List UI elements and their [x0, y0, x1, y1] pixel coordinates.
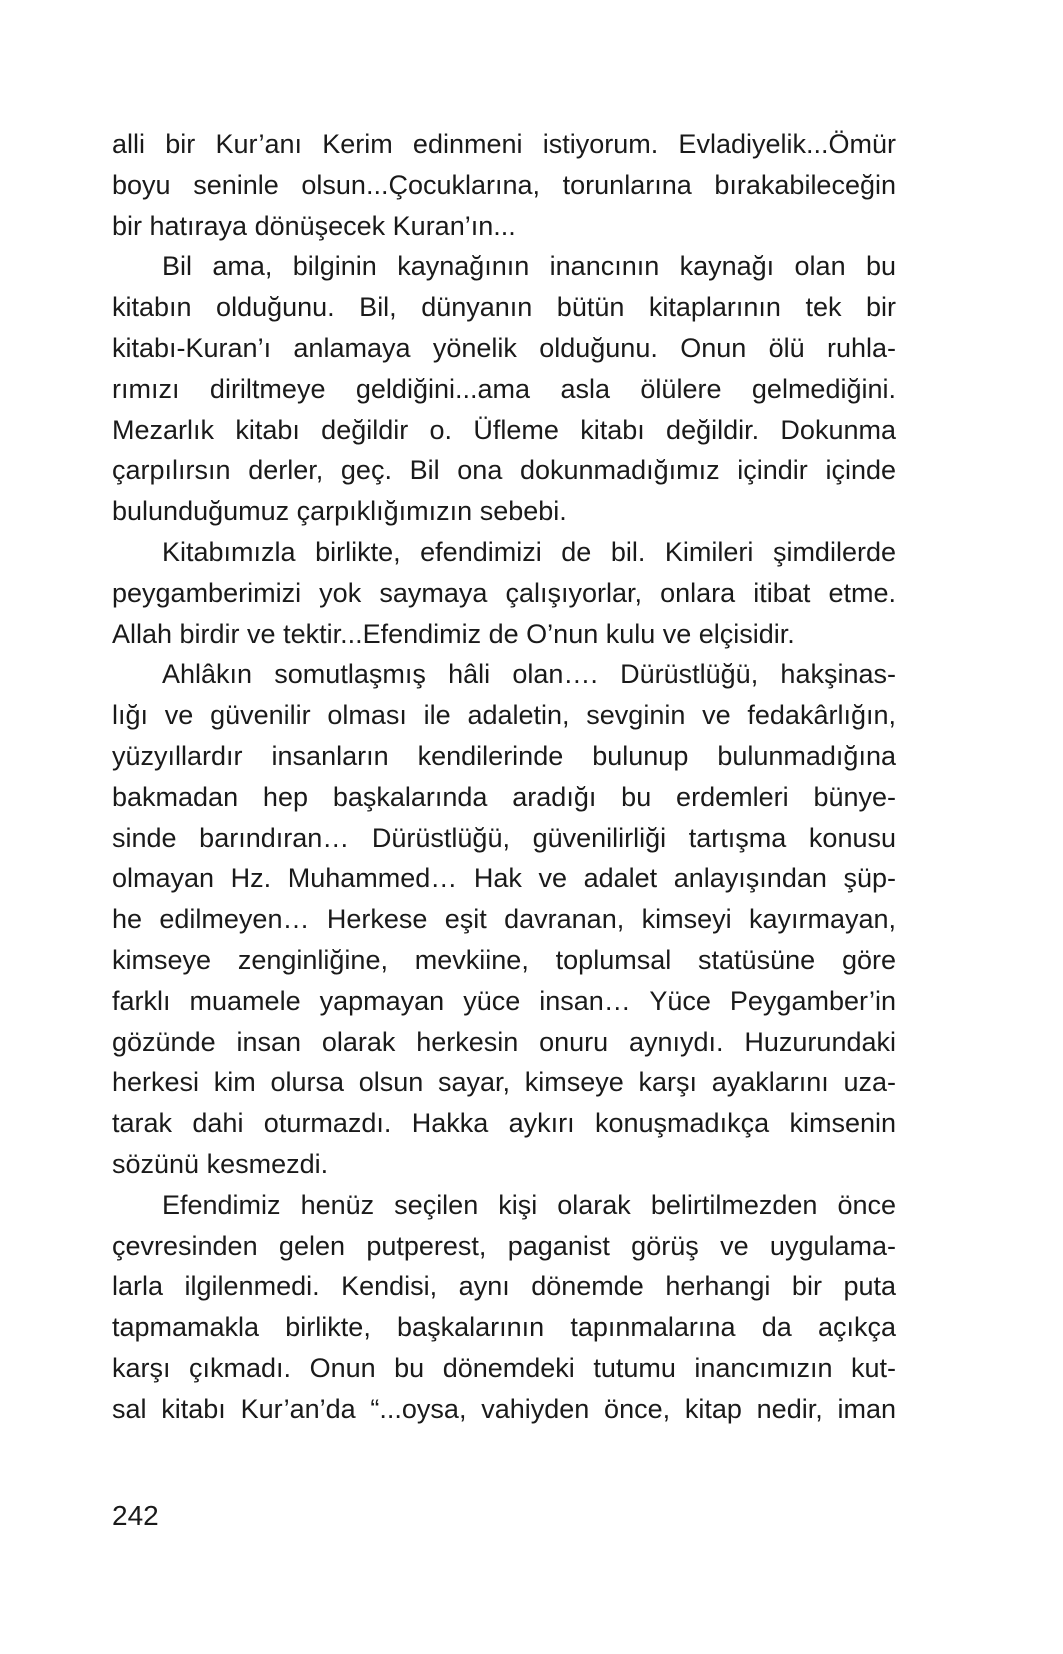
text-line: Bil ama, bilginin kaynağının inancının kaynağı olan bu	[162, 251, 896, 282]
text-line: bakmadan hep başkalarında aradığı bu erdemleri bünye-	[112, 781, 896, 812]
paragraph	[112, 124, 896, 246]
text-line: bulunduğumuz çarpıklığımızın sebebi.	[112, 496, 567, 527]
text-line: çarpılırsın derler, geç. Bil ona dokunmadığımız içindir içinde	[112, 455, 896, 486]
text-line: rımızı diriltmeye geldiğini...ama asla ölülere gelmediğini.	[112, 373, 896, 404]
text-line: yüzyıllardır insanların kendilerinde bulunup bulunmadığına	[112, 740, 896, 771]
text-line: kitabı-Kuran’ı anlamaya yönelik olduğunu. Onun ölü ruhla-	[112, 332, 896, 363]
text-line: sinde barındıran… Dürüstlüğü, güvenilirliği tartışma konusu	[112, 822, 896, 853]
text-line: sözünü kesmezdi.	[112, 1148, 329, 1179]
text-line: peygamberimizi yok saymaya çalışıyorlar, onlara itibat etme.	[112, 577, 896, 608]
text-line: Ahlâkın somutlaşmış hâli olan…. Dürüstlüğü, hakşinas-	[162, 659, 896, 690]
text-line: he edilmeyen… Herkese eşit davranan, kimseyi kayırmayan,	[112, 904, 896, 935]
text-line: tapmamakla birlikte, başkalarının tapınmalarına da açıkça	[112, 1312, 896, 1343]
text-line: tarak dahi oturmazdı. Hakka aykırı konuşmadıkça kimsenin	[112, 1108, 896, 1139]
text-line: boyu seninle olsun...Çocuklarına, torunlarına bırakabileceğin	[112, 169, 896, 200]
text-line: Allah birdir ve tektir...Efendimiz de O’nun kulu ve elçisidir.	[112, 618, 795, 649]
text-line: alli bir Kur’anı Kerim edinmeni istiyorum. Evladiyelik...Ömür	[112, 129, 896, 159]
paragraph	[112, 246, 896, 532]
text-line: herkesi kim olursa olsun sayar, kimseye karşı ayaklarını uza-	[112, 1067, 896, 1098]
paragraph	[112, 532, 896, 654]
text-line: gözünde insan olarak herkesin onuru aynıydı. Huzurundaki	[112, 1026, 896, 1057]
page-number: 242	[112, 1500, 159, 1531]
text-line: larla ilgilenmedi. Kendisi, aynı dönemde herhangi bir puta	[112, 1271, 896, 1302]
text-line: farklı muamele yapmayan yüce insan… Yüce Peygamber’in	[112, 985, 896, 1016]
text-line: karşı çıkmadı. Onun bu dönemdeki tutumu inancımızın kut-	[112, 1352, 896, 1383]
text-line: olmayan Hz. Muhammed… Hak ve adalet anlayışından şüp-	[112, 863, 896, 894]
text-line: sal kitabı Kur’an’da “...oysa, vahiyden önce, kitap nedir, iman	[112, 1393, 896, 1424]
text-line: bir hatıraya dönüşecek Kuran’ın...	[112, 210, 516, 241]
text-line: kimseye zenginliğine, mevkiine, toplumsal statüsüne göre	[112, 944, 896, 975]
text-line: çevresinden gelen putperest, paganist görüş ve uygulama-	[112, 1230, 896, 1261]
text-line: lığı ve güvenilir olması ile adaletin, sevginin ve fedakârlığın,	[112, 700, 896, 731]
text-line: kitabın olduğunu. Bil, dünyanın bütün kitaplarının tek bir	[112, 292, 896, 323]
text-line: Kitabımızla birlikte, efendimizi de bil. Kimileri şimdilerde	[162, 536, 896, 567]
paragraph	[112, 654, 896, 1184]
text-line: Efendimiz henüz seçilen kişi olarak belirtilmezden önce	[162, 1189, 896, 1220]
text-line: Mezarlık kitabı değildir o. Üfleme kitabı değildir. Dokunma	[112, 414, 896, 445]
paragraph	[112, 1185, 896, 1430]
body-text	[112, 124, 896, 1430]
